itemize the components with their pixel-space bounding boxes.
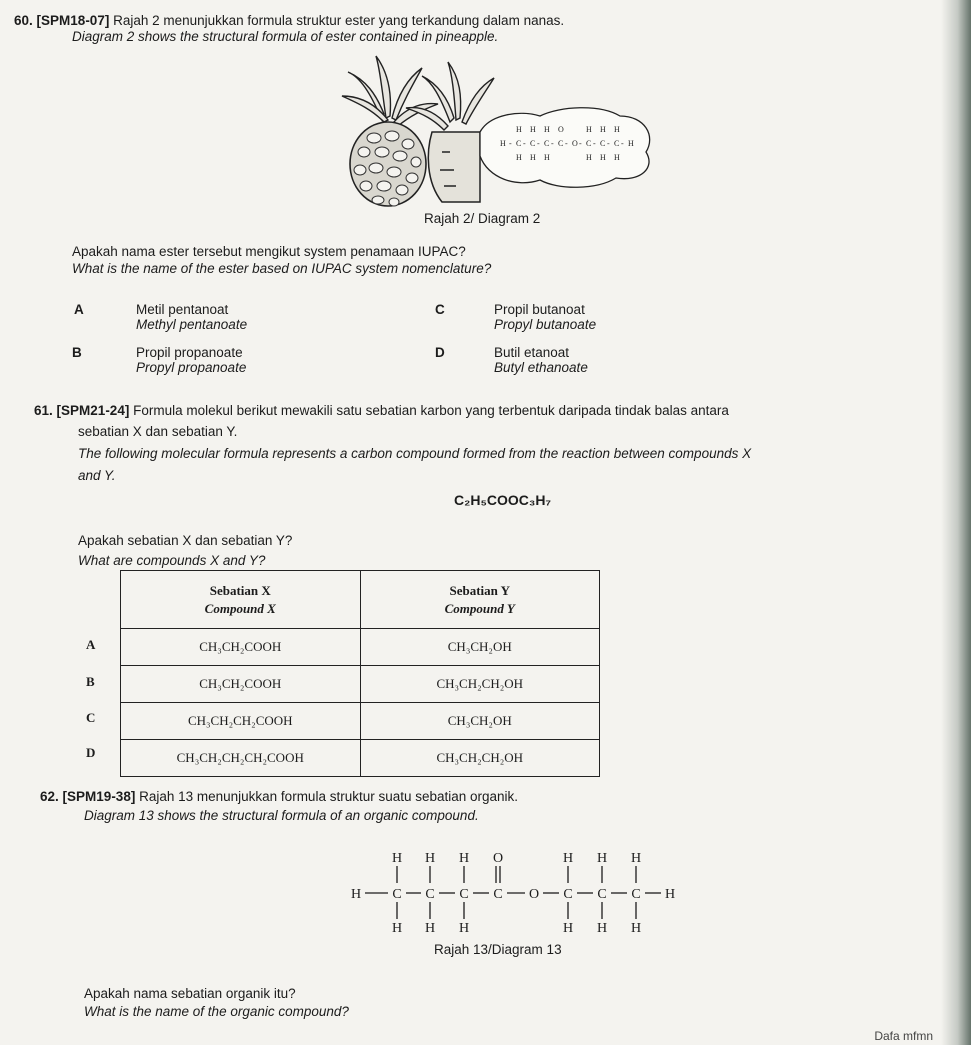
q60-option-b-letter[interactable]: B [72,345,82,360]
svg-text:H: H [562,851,574,866]
svg-text:C: C [493,887,503,902]
svg-text:-: - [579,139,582,148]
svg-text:H: H [630,921,642,936]
svg-text:C: C [586,139,592,148]
svg-text:C: C [544,139,550,148]
table-row[interactable] [121,629,600,666]
q62-question-ms: Apakah nama sebatian organik itu? [84,986,296,1001]
svg-text:-: - [509,139,512,148]
q62-code: [SPM19-38] [62,789,136,804]
q60-option-b-ms: Propil propanoate [136,345,243,360]
row-b-compound-y: CH₃CH₂CH₂OH [360,666,600,703]
svg-text:H: H [596,921,608,936]
q62-text-en: Diagram 13 shows the structural formula of an organic compound. [84,808,479,823]
svg-text:H: H [424,921,436,936]
svg-text:-: - [565,139,568,148]
q60-option-d[interactable] [494,345,588,375]
q60-diagram-caption: Rajah 2/ Diagram 2 [424,211,541,226]
header-y-ms: Sebatian Y [449,582,511,598]
header-x-ms: Sebatian X [209,582,271,598]
q60-option-c-letter[interactable]: C [435,302,445,317]
svg-text:H: H [544,153,550,162]
q62-text-ms: Rajah 13 menunjukkan formula struktur suatu sebatian organik. [139,789,519,804]
q61-row-c-letter[interactable]: C [86,710,96,725]
svg-text:C: C [530,139,536,148]
svg-text:O: O [558,125,564,134]
svg-text:O: O [492,851,504,866]
q61-text-ms-line2: sebatian X dan sebatian Y. [78,424,238,439]
q61-number: 61. [34,403,53,418]
table-header-row [121,571,600,629]
svg-text:C: C [597,887,607,902]
table-row[interactable] [121,666,600,703]
svg-text:H: H [516,125,522,134]
svg-text:C: C [563,887,573,902]
q62-diagram-caption: Rajah 13/Diagram 13 [434,942,562,957]
q61-question-en: What are compounds X and Y? [78,553,266,568]
svg-text:H: H [664,887,676,902]
q61-text-en-line2: and Y. [78,468,116,483]
q60-text-ms: Rajah 2 menunjukkan formula struktur ester yang terkandung dalam nanas. [113,13,565,28]
q60-option-b-en: Propyl propanoate [136,360,247,375]
svg-text:H: H [586,125,592,134]
svg-text:C: C [425,887,435,902]
q60-option-b[interactable] [136,345,246,375]
q61-question-ms: Apakah sebatian X dan sebatian Y? [78,533,293,548]
svg-text:H: H [614,125,620,134]
q61-stem-ms-line1 [34,403,729,418]
svg-text:H: H [586,153,592,162]
svg-text:H: H [458,851,470,866]
svg-text:H: H [596,851,608,866]
svg-text:-: - [593,139,596,148]
svg-text:-: - [607,139,610,148]
row-a-compound-x: CH₃CH₂COOH [121,629,361,666]
svg-text:H: H [391,921,403,936]
row-d-compound-y: CH₃CH₂CH₂OH [360,740,600,777]
svg-text:H: H [544,125,550,134]
q60-option-a-en: Methyl pentanoate [136,317,248,332]
svg-text:C: C [631,887,641,902]
svg-text:H: H [562,921,574,936]
row-a-compound-y: CH₃CH₂OH [360,629,600,666]
table-row[interactable] [121,703,600,740]
q60-question-ms: Apakah nama ester tersebut mengikut system penamaan IUPAC? [72,244,466,259]
pineapple-diagram [330,52,660,212]
svg-text:C: C [614,139,620,148]
svg-text:H: H [500,139,506,148]
svg-text:H: H [600,153,606,162]
svg-text:C: C [392,887,402,902]
svg-text:H: H [630,851,642,866]
q61-text-en-line1: The following molecular formula represents a carbon compound formed from the reaction between compounds X [78,446,752,461]
svg-text:C: C [459,887,469,902]
structural-formula-diagram [340,842,700,942]
q61-row-b-letter[interactable]: B [86,674,95,689]
row-b-compound-x: CH₃CH₂COOH [121,666,361,703]
q60-option-c-ms: Propil butanoat [494,302,585,317]
svg-text:O: O [572,139,578,148]
svg-text:-: - [537,139,540,148]
q60-option-a-letter[interactable]: A [74,302,84,317]
svg-text:H: H [600,125,606,134]
q61-code: [SPM21-24] [56,403,130,418]
q60-question-en: What is the name of the ester based on IUPAC system nomenclature? [72,261,492,276]
q60-option-d-ms: Butil etanoat [494,345,570,360]
svg-text:H: H [391,851,403,866]
cut-pineapple-body-icon [428,132,480,202]
svg-text:C: C [600,139,606,148]
q60-stem-ms [14,13,564,28]
q60-option-c-en: Propyl butanoate [494,317,597,332]
q61-row-a-letter[interactable]: A [86,637,96,652]
svg-text:-: - [621,139,624,148]
footer-mark: Dafa mfmn [874,1029,933,1043]
row-c-compound-y: CH₃CH₂OH [360,703,600,740]
q60-option-c[interactable] [494,302,596,332]
q60-option-a[interactable] [136,302,247,332]
table-row[interactable] [121,740,600,777]
row-c-compound-x: CH₃CH₂CH₂COOH [121,703,361,740]
q60-option-a-ms: Metil pentanoat [136,302,229,317]
q61-row-d-letter[interactable]: D [86,745,96,760]
q60-option-d-letter[interactable]: D [435,345,445,360]
header-x-en: Compound X [204,600,276,616]
header-compound-y [360,571,600,629]
header-y-en: Compound Y [444,600,515,616]
svg-text:O: O [528,887,540,902]
svg-text:H: H [530,153,536,162]
svg-text:C: C [516,139,522,148]
q60-code: [SPM18-07] [36,13,110,28]
q62-stem-ms [40,789,518,804]
q60-text-en: Diagram 2 shows the structural formula of ester contained in pineapple. [72,29,499,44]
header-compound-x [121,571,361,629]
row-d-compound-x: CH₃CH₂CH₂CH₂COOH [121,740,361,777]
svg-text:C: C [558,139,564,148]
q61-answer-table [120,570,600,777]
q62-number: 62. [40,789,59,804]
svg-text:H: H [628,139,634,148]
q62-question-en: What is the name of the organic compound? [84,1004,349,1019]
q60-number: 60. [14,13,33,28]
svg-text:H: H [530,125,536,134]
svg-text:H: H [424,851,436,866]
q61-text-ms-line1: Formula molekul berikut mewakili satu sebatian karbon yang terbentuk daripada tindak balas antara [133,403,729,418]
q60-option-d-en: Butyl ethanoate [494,360,588,375]
svg-text:H: H [614,153,620,162]
svg-text:H: H [350,887,362,902]
svg-text:-: - [551,139,554,148]
svg-text:-: - [523,139,526,148]
page-edge-shadow [941,0,971,1045]
svg-text:H: H [516,153,522,162]
q61-formula: C₂H₅COOC₃H₇ [454,492,552,508]
svg-text:H: H [458,921,470,936]
